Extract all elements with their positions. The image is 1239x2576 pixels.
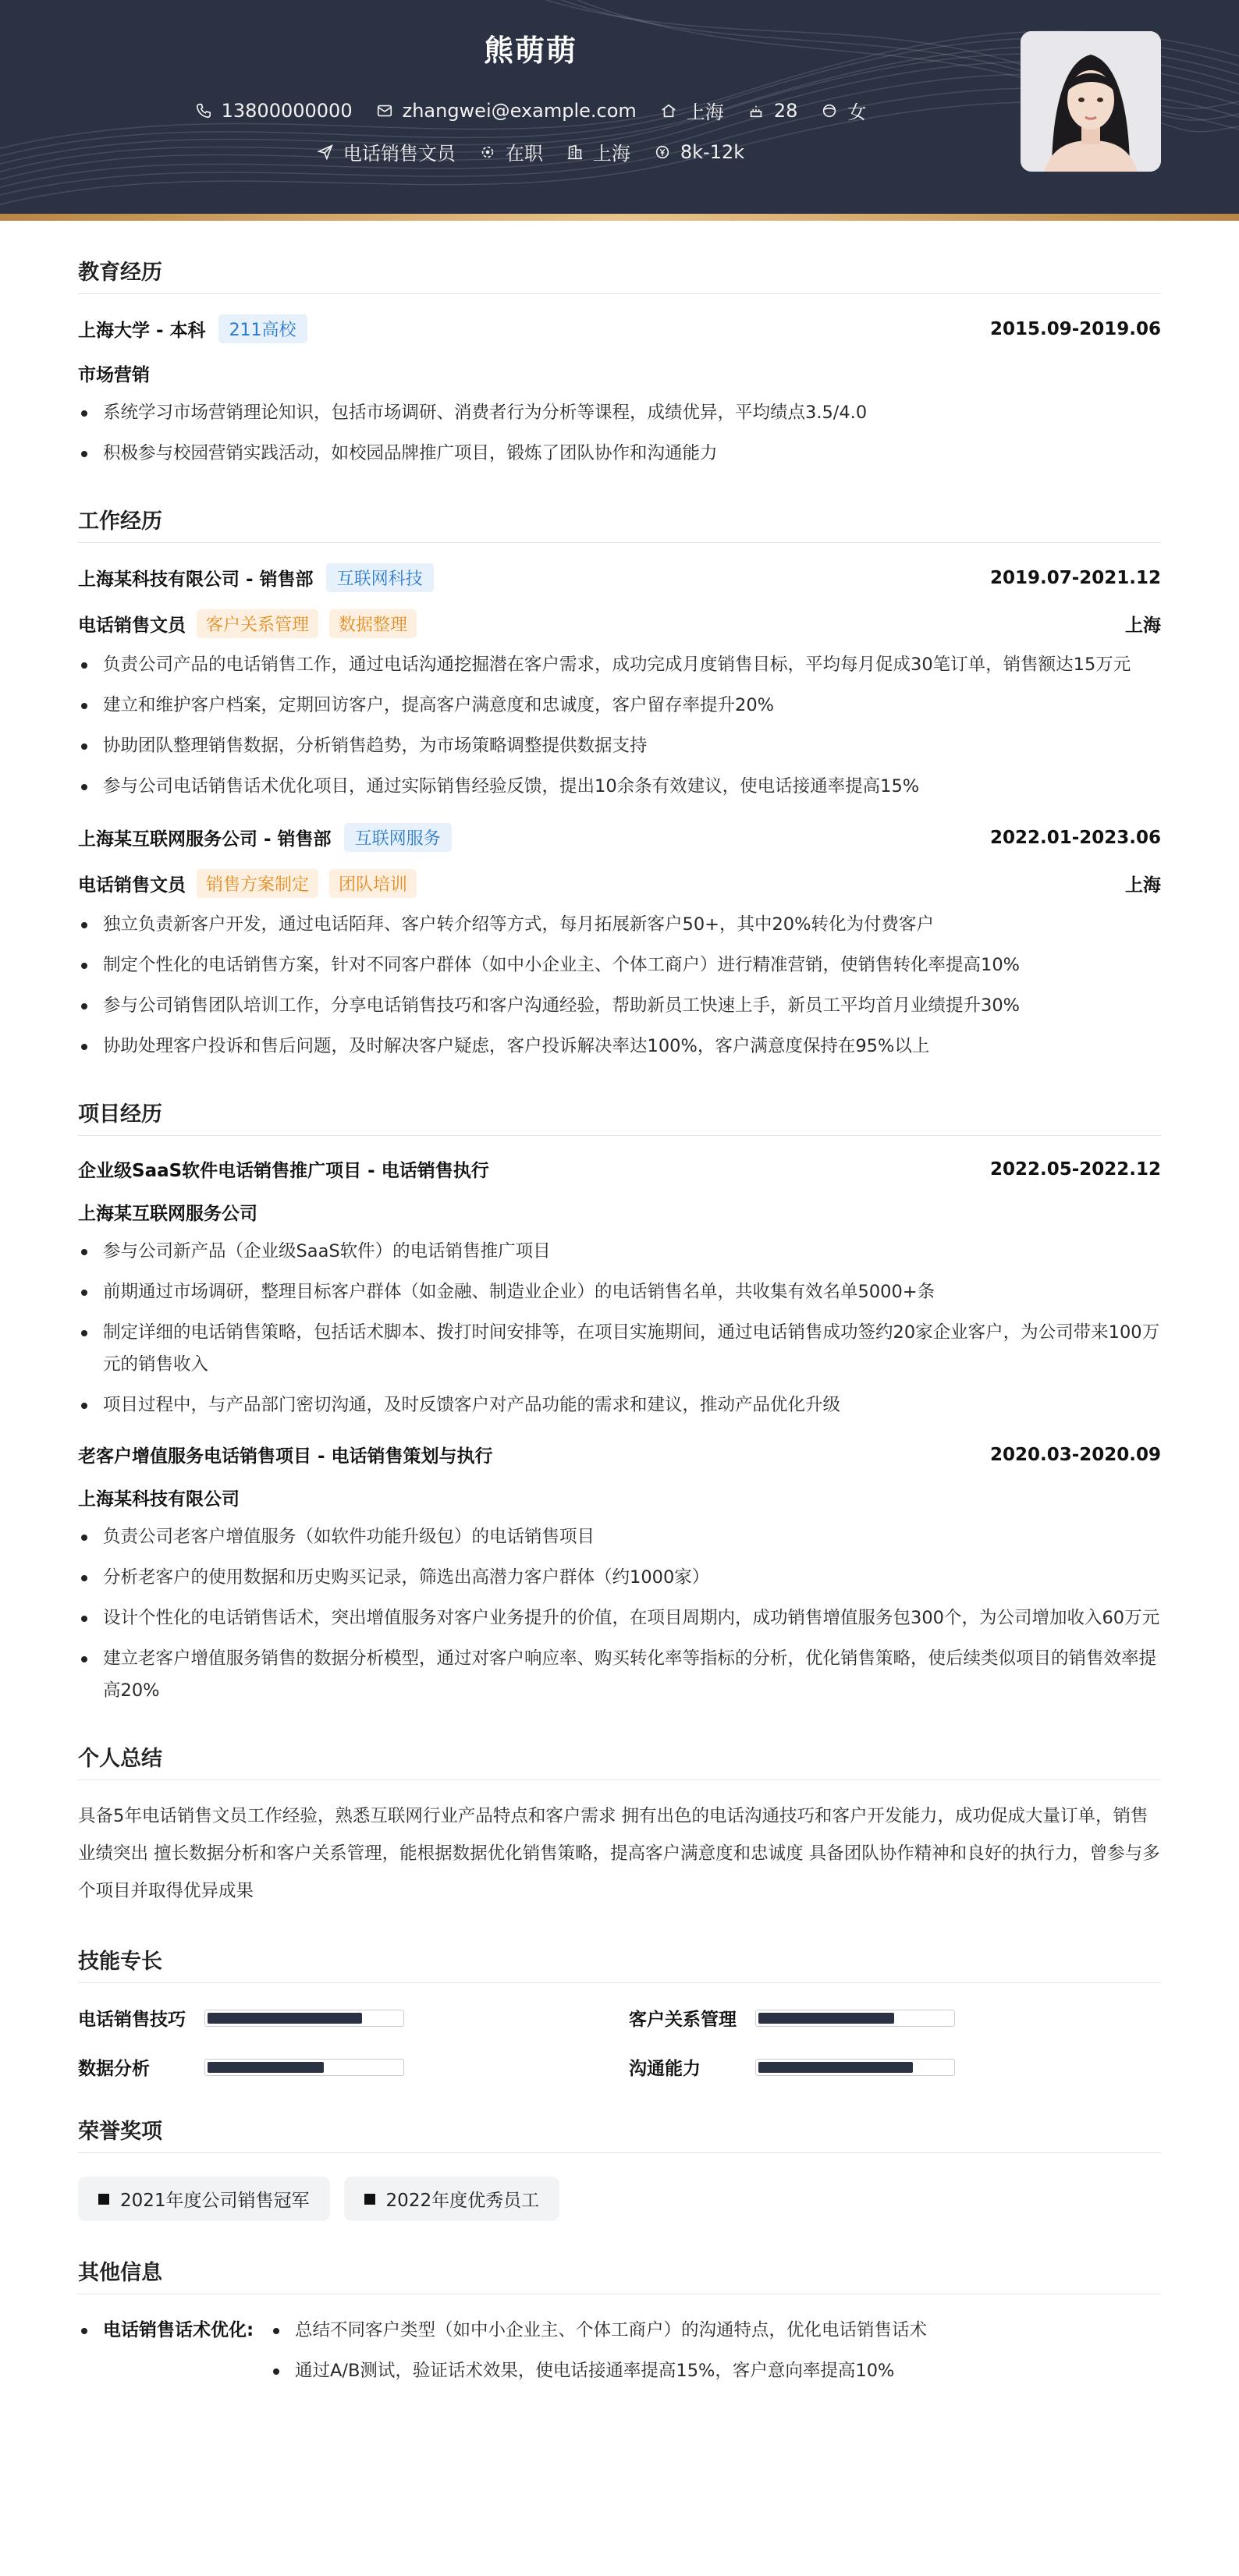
list-item: 系统学习市场营销理论知识，包括市场调研、消费者行为分析等课程，成绩优异，平均绩点3.5/4.0 xyxy=(78,397,1161,429)
project-bullets xyxy=(78,1521,1161,1707)
expected-city-item xyxy=(566,138,630,165)
project-name: 老客户增值服务电话销售项目 - 电话销售策划与执行 xyxy=(78,1446,493,1467)
job-date: 2022.01-2023.06 xyxy=(989,827,1161,848)
major: 市场营销 xyxy=(78,365,150,385)
skill-name: 沟通能力 xyxy=(629,2059,701,2079)
other-info-bullets xyxy=(270,2315,927,2396)
skill-item xyxy=(78,2054,629,2080)
skill-name: 电话销售技巧 xyxy=(78,2010,186,2030)
header-gold-line xyxy=(0,214,1239,221)
section-title: 工作经历 xyxy=(78,504,1161,543)
school-tag: 211高校 xyxy=(218,314,307,343)
job-entry-head xyxy=(78,823,1161,852)
company-name: 上海某互联网服务公司 - 销售部 xyxy=(78,829,332,850)
candidate-name: 熊萌萌 xyxy=(483,34,577,68)
job-company-wrap xyxy=(78,563,434,592)
project-entry-head xyxy=(78,1442,1161,1467)
award-text: 2022年度优秀员工 xyxy=(385,2191,540,2211)
skill-level-fill xyxy=(208,2062,324,2073)
job-city: 上海 xyxy=(1125,616,1161,636)
education-school-wrap xyxy=(78,314,307,343)
other-info-row xyxy=(78,2315,1161,2396)
job-role-row xyxy=(78,609,1161,638)
list-item: 独立负责新客户开发，通过电话陌拜、客户转介绍等方式，每月拓展新客户50+，其中20%转化为付费客户 xyxy=(78,909,1161,941)
resume-header xyxy=(0,0,1239,221)
award-text: 2021年度公司销售冠军 xyxy=(120,2191,310,2211)
section-title: 项目经历 xyxy=(78,1097,1161,1136)
list-item: 协助处理客户投诉和售后问题，及时解决客户疑虑，客户投诉解决率达100%，客户满意度保持在95%以上 xyxy=(78,1031,1161,1063)
project-date: 2020.03-2020.09 xyxy=(989,1444,1161,1465)
project-company-row xyxy=(78,1199,1161,1225)
job-role-wrap xyxy=(78,869,417,898)
coin-icon xyxy=(654,144,671,161)
list-item: 参与公司电话销售话术优化项目，通过实际销售经验反馈，提出10余条有效建议，使电话接通率提高15% xyxy=(78,771,1161,803)
job-date: 2019.07-2021.12 xyxy=(989,567,1161,588)
education-entry-head xyxy=(78,314,1161,343)
other-info-key: 电话销售话术优化: xyxy=(78,2315,270,2396)
work-section xyxy=(78,504,1161,1063)
project-date: 2022.05-2022.12 xyxy=(989,1158,1161,1180)
list-item: 建立和维护客户档案，定期回访客户，提高客户满意度和忠诚度，客户留存率提升20% xyxy=(78,690,1161,722)
age-text: 28 xyxy=(773,99,798,122)
education-bullets xyxy=(78,397,1161,470)
other-section xyxy=(78,2255,1161,2396)
skill-tag: 客户关系管理 xyxy=(197,609,318,638)
school-name: 上海大学 - 本科 xyxy=(78,321,206,341)
profile-photo xyxy=(1021,31,1161,172)
avatar-portrait xyxy=(1021,31,1161,172)
skills-section xyxy=(78,1944,1161,2080)
email-text: zhangwei@example.com xyxy=(402,99,637,122)
job-company-wrap xyxy=(78,823,452,852)
list-item: 协助团队整理销售数据，分析销售趋势，为市场策略调整提供数据支持 xyxy=(78,730,1161,762)
phone-icon xyxy=(195,102,212,119)
summary-text: 具备5年电话销售文员工作经验，熟悉互联网行业产品特点和客户需求 拥有出色的电话沟通技巧和客户开发能力，成功促成大量订单，销售业绩突出 擅长数据分析和客户关系管理，能根据数据优化销售策略，提高客户满意度和忠诚度 具备团队协作精神和良好的执行力，曾参与多个项目并取得优异成果 xyxy=(78,1806,1160,1901)
job-title-text: 电话销售文员 xyxy=(343,143,456,165)
square-bullet-icon xyxy=(98,2194,109,2205)
list-item: 制定详细的电话销售策略，包括话术脚本、拨打时间安排等，在项目实施期间，通过电话销售成功签约20家企业客户，为公司带来100万元的销售收入 xyxy=(78,1317,1161,1381)
skill-name: 数据分析 xyxy=(78,2059,150,2079)
award-chip xyxy=(78,2177,330,2221)
company-name: 上海某科技有限公司 - 销售部 xyxy=(78,569,314,590)
project-company-row xyxy=(78,1485,1161,1510)
skill-level-fill xyxy=(758,2013,894,2024)
status-icon xyxy=(479,144,496,161)
list-item: 制定个性化的电话销售方案，针对不同客户群体（如中小企业主、个体工商户）进行精准营销，使销售转化率提高10% xyxy=(78,949,1161,981)
gender-text: 女 xyxy=(847,101,867,123)
summary-section xyxy=(78,1741,1161,1910)
gender-item xyxy=(821,97,866,124)
home-icon xyxy=(660,102,677,119)
expected-city-text: 上海 xyxy=(592,143,630,165)
skills-grid xyxy=(78,2005,1161,2080)
job-intent-row xyxy=(0,138,1061,165)
section-title: 教育经历 xyxy=(78,255,1161,294)
contact-row xyxy=(0,97,1061,124)
phone-text: 13800000000 xyxy=(221,99,353,122)
gender-icon xyxy=(821,102,838,119)
skill-bar xyxy=(755,2059,955,2076)
project-bullets xyxy=(78,1236,1161,1421)
project-company: 上海某互联网服务公司 xyxy=(78,1204,257,1224)
education-date: 2015.09-2019.06 xyxy=(989,318,1161,339)
skill-level-fill xyxy=(208,2013,362,2024)
job-bullets xyxy=(78,909,1161,1063)
industry-tag: 互联网服务 xyxy=(344,823,452,852)
mail-icon xyxy=(376,102,393,119)
phone-item xyxy=(195,100,353,122)
skill-tag: 团队培训 xyxy=(329,869,417,898)
list-item: 积极参与校园营销实践活动，如校园品牌推广项目，锻炼了团队协作和沟通能力 xyxy=(78,438,1161,470)
list-item: 负责公司老客户增值服务（如软件功能升级包）的电话销售项目 xyxy=(78,1521,1161,1553)
section-title: 其他信息 xyxy=(78,2255,1161,2294)
cake-icon xyxy=(747,102,765,119)
square-bullet-icon xyxy=(364,2194,375,2205)
job-role: 电话销售文员 xyxy=(78,875,186,896)
building-icon xyxy=(566,144,584,161)
list-item: 总结不同客户类型（如中小企业主、个体工商户）的沟通特点，优化电话销售话术 xyxy=(270,2315,927,2347)
list-item: 参与公司新产品（企业级SaaS软件）的电话销售推广项目 xyxy=(78,1236,1161,1268)
skill-name: 客户关系管理 xyxy=(629,2010,737,2030)
job-role-wrap xyxy=(78,609,417,638)
list-item: 项目过程中，与产品部门密切沟通，及时反馈客户对产品功能的需求和建议，推动产品优化升级 xyxy=(78,1389,1161,1421)
skill-item xyxy=(78,2005,629,2031)
job-city: 上海 xyxy=(1125,875,1161,896)
list-item: 建立老客户增值服务销售的数据分析模型，通过对客户响应率、购买转化率等指标的分析，优化销售策略，使后续类似项目的销售效率提高20% xyxy=(78,1643,1161,1707)
list-item: 设计个性化的电话销售话术，突出增值服务对客户业务提升的价值，在项目周期内，成功销售增值服务包300个，为公司增加收入60万元 xyxy=(78,1602,1161,1634)
award-chip xyxy=(344,2177,560,2221)
section-title: 技能专长 xyxy=(78,1944,1161,1983)
job-role: 电话销售文员 xyxy=(78,616,186,636)
skill-bar xyxy=(204,2059,404,2076)
skill-item xyxy=(629,2005,1161,2031)
salary-item xyxy=(654,141,744,163)
skill-tag: 销售方案制定 xyxy=(197,869,318,898)
projects-section xyxy=(78,1097,1161,1707)
project-company: 上海某科技有限公司 xyxy=(78,1489,240,1510)
job-title-item xyxy=(317,138,456,165)
project-name: 企业级SaaS软件电话销售推广项目 - 电话销售执行 xyxy=(78,1161,489,1181)
section-title: 荣誉奖项 xyxy=(78,2114,1161,2153)
major-row xyxy=(78,360,1161,386)
section-title: 个人总结 xyxy=(78,1741,1161,1780)
salary-text: 8k-12k xyxy=(680,140,745,163)
skill-tag: 数据整理 xyxy=(329,609,417,638)
industry-tag: 互联网科技 xyxy=(326,563,434,592)
list-item: 分析老客户的使用数据和历史购买记录，筛选出高潜力客户群体（约1000家） xyxy=(78,1562,1161,1594)
list-item: 通过A/B测试，验证话术效果，使电话接通率提高15%，客户意向率提高10% xyxy=(270,2355,927,2387)
status-item xyxy=(479,138,543,165)
list-item: 参与公司销售团队培训工作，分享电话销售技巧和客户沟通经验，帮助新员工快速上手，新员工平均首月业绩提升30% xyxy=(78,990,1161,1022)
skill-bar xyxy=(204,2010,404,2027)
skill-item xyxy=(629,2054,1161,2080)
email-item xyxy=(376,100,637,122)
job-entry-head xyxy=(78,563,1161,592)
list-item: 负责公司产品的电话销售工作，通过电话沟通挖掘潜在客户需求，成功完成月度销售目标，平均每月促成30笔订单，销售额达15万元 xyxy=(78,649,1161,681)
skill-level-fill xyxy=(758,2062,913,2073)
status-text: 在职 xyxy=(505,143,543,165)
awards-section xyxy=(78,2114,1161,2221)
age-item xyxy=(747,100,798,122)
resume-content xyxy=(78,221,1161,2396)
job-bullets xyxy=(78,649,1161,803)
send-icon xyxy=(317,144,334,161)
list-item: 前期通过市场调研，整理目标客户群体（如金融、制造业企业）的电话销售名单，共收集有效名单5000+条 xyxy=(78,1276,1161,1308)
project-entry-head xyxy=(78,1156,1161,1182)
education-section xyxy=(78,255,1161,470)
location-text: 上海 xyxy=(686,101,724,123)
location-item xyxy=(660,97,724,124)
job-role-row xyxy=(78,869,1161,898)
skill-bar xyxy=(755,2010,955,2027)
awards-list xyxy=(78,2177,1161,2221)
